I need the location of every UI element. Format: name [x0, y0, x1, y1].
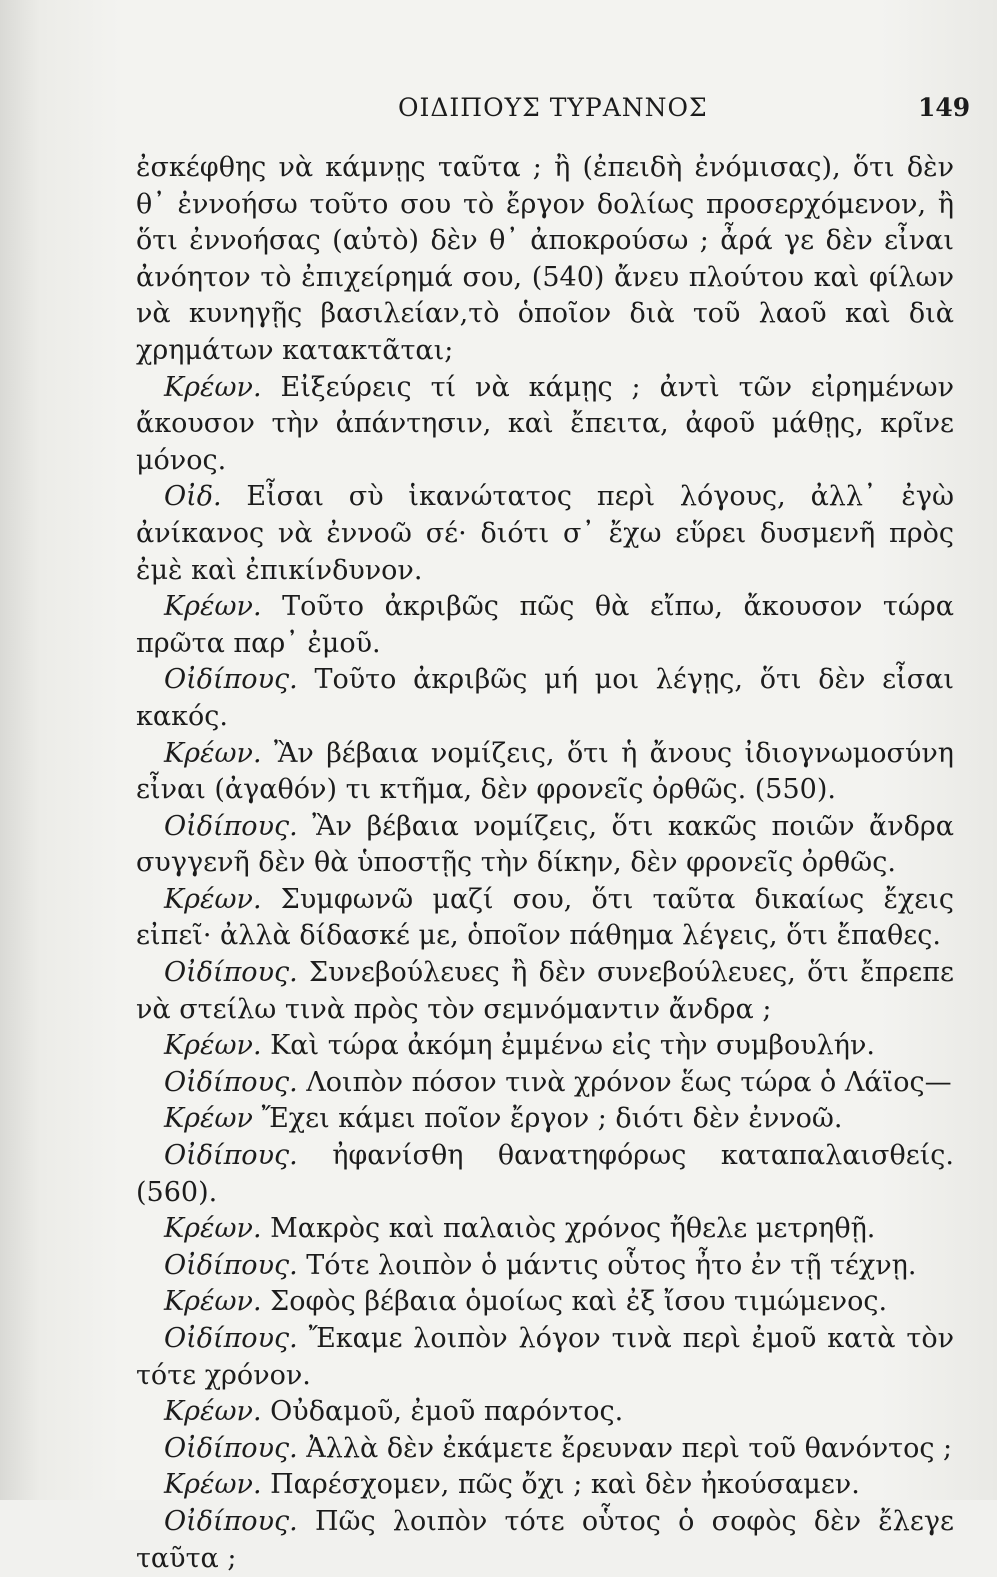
- speaker-name: Οἰδίπους.: [164, 957, 298, 989]
- speaker-name: Οἰδίπους.: [164, 1140, 298, 1172]
- dialogue-text: Ἔκαμε λοιπὸν λόγον τινὰ περὶ ἐμοῦ κατὰ τὸν τότε χρόνον.: [136, 1323, 954, 1391]
- running-title: ΟΙΔΙΠΟΥΣ ΤΥΡΑΝΝΟΣ: [398, 93, 708, 122]
- dialogue-line: [136, 736, 954, 809]
- speaker-name: Κρέων.: [164, 591, 262, 623]
- dialogue-line: [136, 1248, 954, 1285]
- dialogue-line: [136, 1504, 954, 1577]
- dialogue-text: Ἂν βέβαια νομίζεις, ὅτι κακῶς ποιῶν ἄνδρα συγγενῆ δὲν θὰ ὑποστῇς τὴν δίκην, δὲν φρονεῖς ὀρθῶς.: [136, 810, 954, 879]
- dialogue-text: Τοῦτο ἀκριβῶς μή μοι λέγῃς, ὅτι δὲν εἶσαι κακός.: [136, 664, 954, 732]
- speaker-name: Οἰδίπους.: [164, 1432, 298, 1464]
- dialogue-line: [136, 955, 954, 1028]
- dialogue-text: Συμφωνῶ μαζί σου, ὅτι ταῦτα δικαίως ἔχεις εἰπεῖ· ἀλλὰ δίδασκέ με, ὁποῖον πάθημα λέγεις, ὅτι ἔπαθες.: [136, 883, 954, 952]
- dialogue-line: [136, 1467, 954, 1504]
- dialogue-line: [136, 1138, 954, 1211]
- speaker-name: Κρέων.: [164, 1030, 262, 1062]
- dialogue-text: Οὐδαμοῦ, ἐμοῦ παρόντος.: [270, 1396, 624, 1428]
- dialogue-line: [136, 479, 954, 589]
- dialogue-line: [136, 370, 954, 480]
- dialogue-line: [136, 1431, 954, 1468]
- paragraph: [136, 150, 954, 370]
- dialogue-text: Εἶσαι σὺ ἱκανώτατος περὶ λόγους, ἀλλ᾽ ἐγὼ ἀνίκανος νὰ ἐννοῶ σέ· διότι σ᾽ ἔχω εὕρει δυσμενῆ πρὸς ἐμὲ καὶ ἐπικίνδυνον.: [136, 481, 954, 586]
- speaker-name: Οἰδ.: [164, 481, 222, 513]
- dialogue-line: [136, 882, 954, 955]
- page-header: [0, 93, 997, 133]
- dialogue-line: [136, 1211, 954, 1248]
- speaker-name: Κρέων.: [164, 737, 262, 769]
- dialogue-line: [136, 1101, 954, 1138]
- dialogue-text: Λοιπὸν πόσον τινὰ χρόνον ἕως τώρα ὁ Λάϊος—: [306, 1066, 952, 1098]
- dialogue-text: Τοῦτο ἀκριβῶς πῶς θὰ εἴπω, ἄκουσον τώρα πρῶτα παρ᾽ ἐμοῦ.: [136, 591, 954, 659]
- body-text: [136, 150, 954, 1577]
- speaker-name: Κρέων.: [164, 1286, 262, 1318]
- speaker-name: Κρέων: [164, 1103, 253, 1135]
- speaker-name: Οἰδίπους.: [164, 1505, 298, 1537]
- speaker-name: Οἰδίπους.: [164, 1066, 298, 1098]
- speaker-name: Οἰδίπους.: [164, 1249, 298, 1281]
- dialogue-text: Σοφὸς βέβαια ὁμοίως καὶ ἐξ ἴσου τιμώμενος.: [270, 1286, 888, 1318]
- paragraph-text: ἐσκέφθης νὰ κάμνῃς ταῦτα ; ἢ (ἐπειδὴ ἐνόμισας), ὅτι δὲν θ᾽ ἐννοήσω τοῦτο σου τὸ ἔργον δολίως προσερχόμενον, ἢ ὅτι ἐννοήσας (αὐτὸ) δὲν θ᾽ ἀποκρούσω ; ἆρά γε δὲν εἶναι ἀνόητον τὸ ἐπιχείρημά σου, (540) ἄνευ πλούτου καὶ φίλων νὰ κυνηγῇς βασιλείαν,τὸ ὁποῖον διὰ τοῦ λαοῦ καὶ διὰ χρημάτων κατακτᾶται;: [136, 152, 954, 366]
- speaker-name: Κρέων.: [164, 371, 262, 403]
- dialogue-line: [136, 1028, 954, 1065]
- speaker-name: Κρέων.: [164, 1213, 262, 1245]
- dialogue-text: Ἀλλὰ δὲν ἐκάμετε ἔρευναν περὶ τοῦ θανόντος ;: [306, 1432, 953, 1464]
- dialogue-text: Καὶ τώρα ἀκόμη ἐμμένω εἰς τὴν συμβουλήν.: [270, 1030, 875, 1062]
- dialogue-line: [136, 589, 954, 662]
- speaker-name: Οἰδίπους.: [164, 664, 298, 696]
- speaker-name: Κρέων.: [164, 1469, 262, 1501]
- dialogue-text: Συνεβούλευες ἢ δὲν συνεβούλευες, ὅτι ἔπρεπε νὰ στείλω τινὰ πρὸς τὸν σεμνόμαντιν ἄνδρα ;: [136, 957, 954, 1025]
- speaker-name: Οἰδίπους.: [164, 810, 298, 842]
- dialogue-text: Εἰξεύρεις τί νὰ κάμῃς ; ἀντὶ τῶν εἰρημένων ἄκουσον τὴν ἀπάντησιν, καὶ ἔπειτα, ἀφοῦ μάθῃς, κρῖνε μόνος.: [136, 371, 954, 476]
- dialogue-line: [136, 1065, 954, 1102]
- dialogue-line: [136, 809, 954, 882]
- dialogue-text: Ἔχει κάμει ποῖον ἔργον ; διότι δὲν ἐννοῶ.: [261, 1103, 843, 1135]
- dialogue-line: [136, 1284, 954, 1321]
- dialogue-line: [136, 1394, 954, 1431]
- dialogue-text: Παρέσχομεν, πῶς ὄχι ; καὶ δὲν ἠκούσαμεν.: [270, 1469, 860, 1501]
- dialogue-line: [136, 1321, 954, 1394]
- speaker-name: Κρέων.: [164, 883, 262, 915]
- dialogue-text: Τότε λοιπὸν ὁ μάντις οὗτος ἦτο ἐν τῇ τέχνῃ.: [306, 1249, 917, 1281]
- speaker-name: Οἰδίπους.: [164, 1323, 298, 1354]
- speaker-name: Κρέων.: [164, 1396, 262, 1428]
- dialogue-text: ἠφανίσθη θανατηφόρως καταπαλαισθείς. (560).: [136, 1140, 954, 1208]
- dialogue-text: Ἂν βέβαια νομίζεις, ὅτι ἡ ἄνους ἰδιογνωμοσύνη εἶναι (ἀγαθόν) τι κτῆμα, δὲν φρονεῖς ὀρθῶς. (550).: [136, 737, 954, 806]
- dialogue-text: Πῶς λοιπὸν τότε οὗτος ὁ σοφὸς δὲν ἔλεγε ταῦτα ;: [136, 1505, 954, 1574]
- dialogue-text: Μακρὸς καὶ παλαιὸς χρόνος ἤθελε μετρηθῇ.: [270, 1213, 876, 1245]
- page-number: 149: [918, 93, 971, 122]
- dialogue-line: [136, 662, 954, 735]
